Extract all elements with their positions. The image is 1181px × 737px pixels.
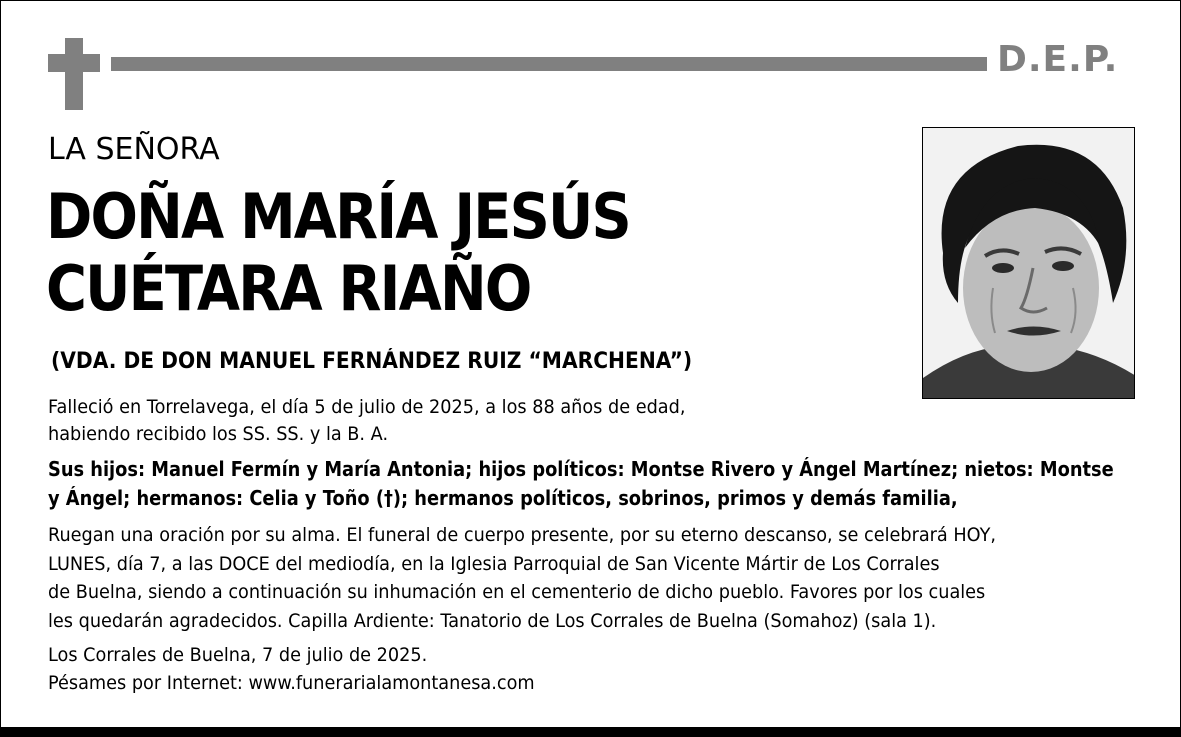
family-line1: Sus hijos: Manuel Fermín y María Antonia; hijos políticos: Montse Rivero y Ángel Martínez; nietos: Montse	[48, 457, 1114, 481]
dep-label: D.E.P.	[997, 39, 1119, 80]
portrait-photo	[922, 127, 1135, 399]
funeral-line2: LUNES, día 7, a las DOCE del mediodía, en la Iglesia Parroquial de San Vicente Mártir de Los Corrales	[48, 552, 940, 575]
deceased-name-line2: CUÉTARA RIAÑO	[46, 252, 531, 325]
funeral-details	[48, 521, 1141, 635]
bottom-border	[1, 727, 1181, 736]
cross-icon-bar	[48, 54, 100, 72]
portrait-photo-icon	[923, 128, 1135, 399]
deceased-name-line1: DOÑA MARÍA JESÚS	[46, 180, 630, 253]
death-notice-line2: habiendo recibido los SS. SS. y la B. A.	[48, 423, 389, 445]
funeral-line4: les quedarán agradecidos. Capilla Ardiente: Tanatorio de Los Corrales de Buelna (Somahoz) (sala 1).	[48, 609, 937, 632]
family-list	[48, 455, 1114, 513]
funeral-line1: Ruegan una oración por su alma. El funeral de cuerpo presente, por su eterno descanso, se celebrará HOY,	[48, 524, 997, 546]
footer	[48, 641, 699, 697]
honorific-lead: LA SEÑORA	[48, 132, 220, 167]
widow-of: (VDA. DE DON MANUEL FERNÁNDEZ RUIZ “MARCHENA”)	[51, 349, 693, 374]
deceased-name	[46, 181, 630, 325]
death-notice-line1: Falleció en Torrelavega, el día 5 de julio de 2025, a los 88 años de edad,	[48, 396, 686, 418]
cross-icon	[65, 38, 83, 110]
header-rule	[111, 57, 987, 71]
place-date: Los Corrales de Buelna, 7 de julio de 2025.	[48, 644, 428, 666]
funeral-line3: de Buelna, siendo a continuación su inhumación en el cementerio de dicho pueblo. Favores por los cuales	[48, 581, 986, 603]
family-line2: y Ángel; hermanos: Celia y Toño (†); hermanos políticos, sobrinos, primos y demás familia,	[48, 486, 958, 510]
death-notice	[48, 394, 811, 448]
condolences-link: Pésames por Internet: www.funerarialamontanesa.com	[48, 672, 535, 694]
